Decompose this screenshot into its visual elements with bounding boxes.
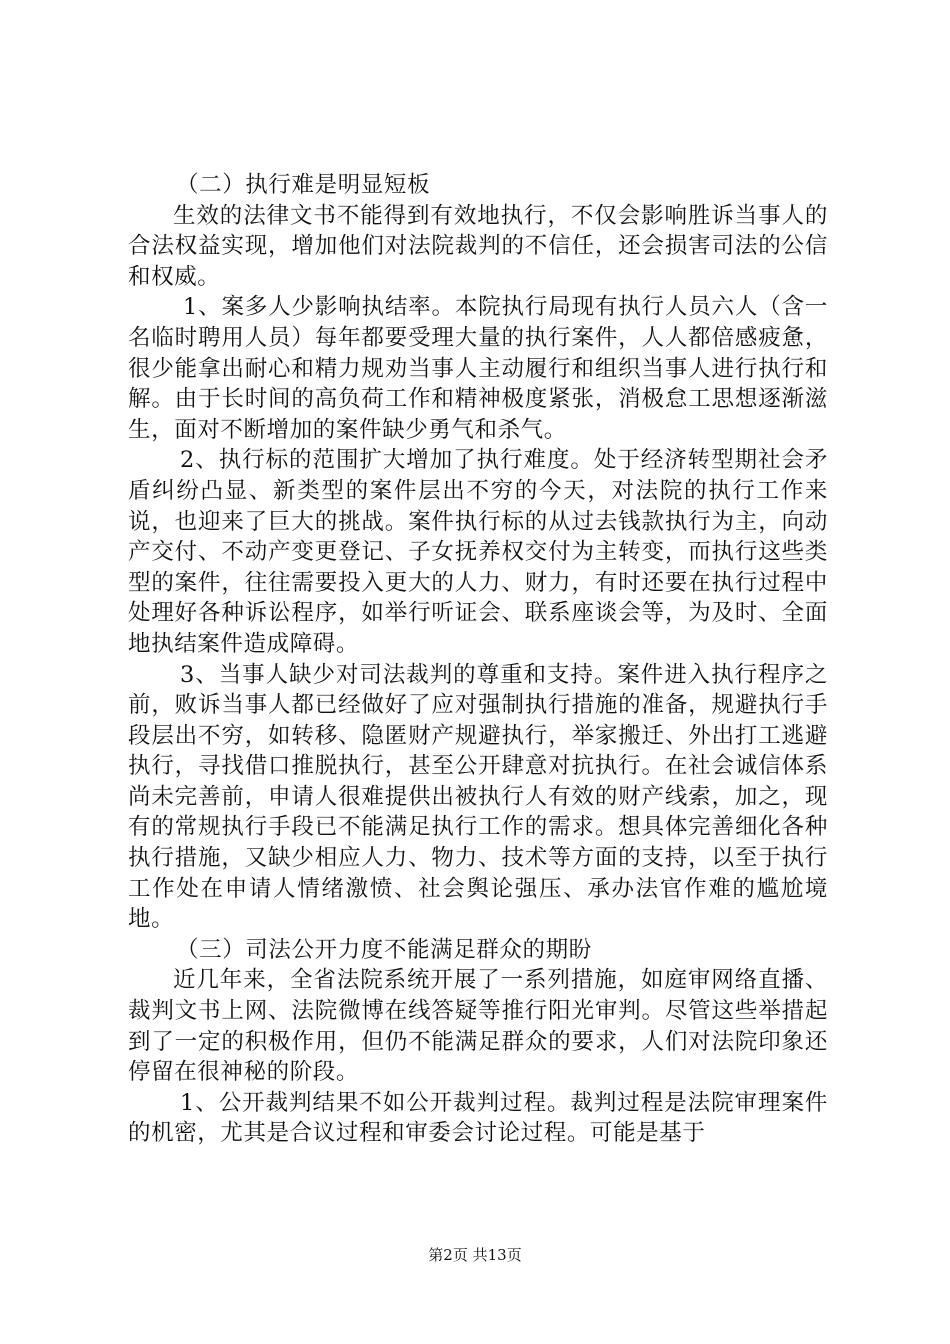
paragraph-intro: 生效的法律文书不能得到有效地执行，不仅会影响胜诉当事人的合法权益实现，增加他们对法院裁判的不信任，还会损害司法的公信和权威。 xyxy=(128,202,828,290)
paragraph-item-openness-1: 1、公开裁判结果不如公开裁判过程。裁判过程是法院审理案件的机密，尤其是合议过程和审委会讨论过程。可能是基于 xyxy=(128,1089,828,1147)
paragraph-openness: 近几年来，全省法院系统开展了一系列措施，如庭审网络直播、裁判文书上网、法院微博在线答疑等推行阳光审判。尽管这些举措起到了一定的积极作用，但仍不能满足群众的要求，人们对法院印象还停留在很神秘的阶段。 xyxy=(128,967,828,1086)
page-number-footer: 第2页 共13页 xyxy=(428,1246,522,1264)
paragraph-item-3: 3、当事人缺少对司法裁判的尊重和支持。案件进入执行程序之前，败诉当事人都已经做好了应对强制执行措施的准备，规避执行手段层出不穷，如转移、隐匿财产规避执行，举家搬迁、外出打工逃避执行，寻找借口推脱执行，甚至公开肆意对抗执行。在社会诚信体系尚未完善前，申请人很难提供出被执行人有效的财产线索，加之，现有的常规执行手段已不能满足执行工作的需求。想具体完善细化各种执行措施，又缺少相应人力、物力、技术等方面的支持，以至于执行工作处在申请人情绪激愤、社会舆论强压、承办法官作难的尴尬境地。 xyxy=(128,661,828,933)
paragraph-item-1: 1、案多人少影响执结率。本院执行局现有执行人员六人（含一名临时聘用人员）每年都要受理大量的执行案件，人人都倍感疲惫，很少能拿出耐心和精力规劝当事人主动履行和组织当事人进行执行和解。由于长时间的高负荷工作和精神极度紧张，消极怠工思想逐渐滋生，面对不断增加的案件缺少勇气和杀气。 xyxy=(128,294,828,443)
section-heading-three: （三）司法公开力度不能满足群众的期盼 xyxy=(176,936,592,963)
section-heading-two: （二）执行难是明显短板 xyxy=(176,172,431,198)
paragraph-item-2: 2、执行标的范围扩大增加了执行难度。处于经济转型期社会矛盾纠纷凸显、新类型的案件层出不穷的今天，对法院的执行工作来说，也迎来了巨大的挑战。案件执行标的从过去钱款执行为主，向动产交付、不动产变更登记、子女抚养权交付为主转变，而执行这些类型的案件，往往需要投入更大的人力、财力，有时还要在执行过程中处理好各种诉讼程序，如举行听证会、联系座谈会等，为及时、全面地执结案件造成障碍。 xyxy=(128,447,828,657)
document-body xyxy=(128,170,828,1149)
